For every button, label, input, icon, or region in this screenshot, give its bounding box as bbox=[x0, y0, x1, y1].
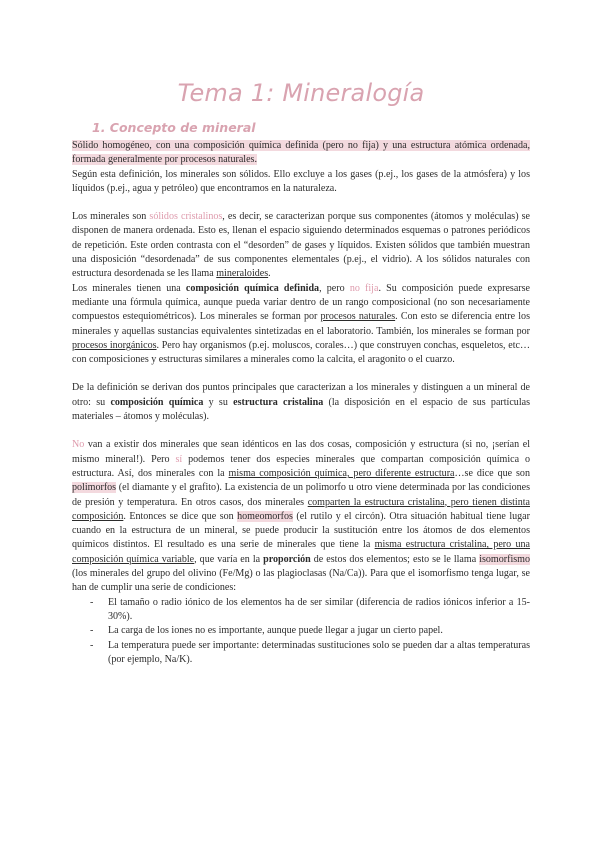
text-run: , que varía en la bbox=[194, 553, 264, 565]
text-run: . Pero hay organismos (p.ej. moluscos, corales…) que construyen conchas, esqueletos, etc…con composiciones y estructuras similares a minerales como la calcita, el aragonito o el cuarzo. bbox=[72, 339, 530, 366]
page-title: Tema 1: Mineralogía bbox=[177, 79, 425, 107]
text-run: . Entonces se dice que son bbox=[123, 510, 238, 522]
text-run: van a existir dos minerales que sean idénticos en las dos cosas, composición y estructura (si no, ¡serían el mismo mineral!). Pero bbox=[72, 439, 530, 465]
text-run: De la definición se derivan dos puntos principales que caracterizan a los minerales y distinguen a un mineral de otro: su bbox=[72, 382, 530, 408]
phrase-comparten-estructura: comparten la estructura cristalina, pero tienen distinta composición bbox=[72, 496, 530, 522]
term-solidos-cristalinos: sólidos cristalinos bbox=[149, 211, 223, 223]
term-no: No bbox=[72, 439, 85, 451]
term-polimorfos: polimorfos bbox=[72, 482, 117, 494]
term-no-fija: no fija bbox=[349, 282, 379, 294]
text-run: de estos dos elementos; esto se le llama bbox=[310, 553, 480, 565]
definition-paragraph bbox=[72, 139, 530, 168]
term-mineraloides: mineraloides bbox=[216, 268, 269, 280]
term-estructura-cristalina: estructura cristalina bbox=[233, 396, 324, 408]
definition-explanation: Según esta definición, los minerales son sólidos. Ello excluye a los gases (p.ej., los gases de la atmósfera) y los líquidos (p.ej., agua y petróleo) que encontramos en la naturaleza. bbox=[72, 168, 530, 194]
term-proporcion: proporción bbox=[263, 553, 311, 565]
text-run: . Su composición puede expresarse mediante una fórmula química, aunque pueda variar dentro de un rango composicional (no son necesariamente compuestos estequiométricos). Los minerales se forman por bbox=[72, 282, 531, 323]
phrase-misma-estructura: misma estructura cristalina, pero una composición química variable bbox=[72, 539, 531, 565]
crystalline-paragraph bbox=[72, 210, 530, 281]
list-item: - La temperatura puede ser importante: determinadas sustituciones solo se pueden dar a altas temperaturas (por ejemplo, Na/K). bbox=[90, 639, 530, 668]
text-run: . bbox=[268, 268, 271, 280]
polymorphism-paragraph bbox=[72, 438, 530, 595]
composition-paragraph bbox=[72, 282, 530, 368]
term-si: sí bbox=[175, 453, 183, 465]
text-run: …se dice que son bbox=[454, 467, 530, 479]
text-run: , es decir, se caracterizan porque sus componentes (átomos y moléculas) se disponen de manera ordenada. Esto es, llenan el espacio siguiendo determinados esquemas o patrones periódicos de repetición. Este orden contrasta con el “desorden” de gases y líquidos. Existen sólidos que también muestran una disposición “desordenada” de sus componentes elementales (p.ej., el vidrio). A los sólidos naturales con estructura desordenada se les llama bbox=[72, 211, 531, 280]
definition-highlight: Sólido homogéneo, con una composición química definida (pero no fija) y una estructura atómica ordenada, formada generalmente por procesos naturales. bbox=[72, 140, 530, 166]
text-run: Los minerales tienen una bbox=[72, 282, 186, 294]
text-run: . Con esto se diferencia entre los minerales y aquellas sustancias equivalentes sintetizadas en el laboratorio. También, los minerales se forman por bbox=[72, 311, 530, 337]
term-homeomorfos: homeomorfos bbox=[237, 510, 293, 522]
document-body bbox=[72, 139, 530, 667]
term-composicion-quimica: composición química bbox=[110, 396, 204, 408]
term-procesos-inorganicos: procesos inorgánicos bbox=[72, 339, 157, 351]
text-run: , pero bbox=[319, 282, 350, 294]
text-run: (el diamante y el grafito). La existencia de un polimorfo u otro viene determinada por las condiciones de presión y temperatura. En otros casos, dos minerales bbox=[72, 482, 530, 508]
text-run: (los minerales del grupo del olivino (Fe/Mg) o las plagioclasas (Na/Ca)). Para que el isomorfismo tenga lugar, se han de cumplir una serie de condiciones: bbox=[72, 568, 530, 594]
text-run: (la disposición en el espacio de sus partículas materiales – átomos y moléculas). bbox=[72, 396, 530, 423]
phrase-misma-composicion: misma composición química, pero diferente estructura bbox=[228, 467, 455, 479]
list-item: - El tamaño o radio iónico de los elementos ha de ser similar (diferencia de radios iónicos inferior a 15-30%). bbox=[90, 596, 530, 625]
list-item: - La carga de los iones no es importante, aunque puede llegar a jugar un cierto papel. bbox=[90, 624, 530, 638]
term-isomorfismo: isomorfismo bbox=[479, 553, 530, 565]
term-composicion-definida: composición química definida bbox=[185, 282, 320, 294]
text-run: podemos tener dos especies minerales que compartan composición química o estructura. Así, dos minerales con la bbox=[72, 453, 530, 479]
characteristics-paragraph bbox=[72, 381, 530, 424]
conditions-list bbox=[72, 596, 530, 667]
text-run: (el rutilo y el circón). Otra situación habitual tiene lugar cuando en la estructura de un mineral, se puede producir la sustitución entre los átomos de dos elementos químicos distintos. El resultado es una serie de minerales que tiene la bbox=[72, 510, 530, 551]
text-run: y su bbox=[203, 396, 234, 408]
text-run: Los minerales son bbox=[72, 211, 150, 223]
section-heading: 1. Concepto de mineral bbox=[92, 120, 256, 135]
term-procesos-naturales: procesos naturales bbox=[320, 311, 396, 323]
